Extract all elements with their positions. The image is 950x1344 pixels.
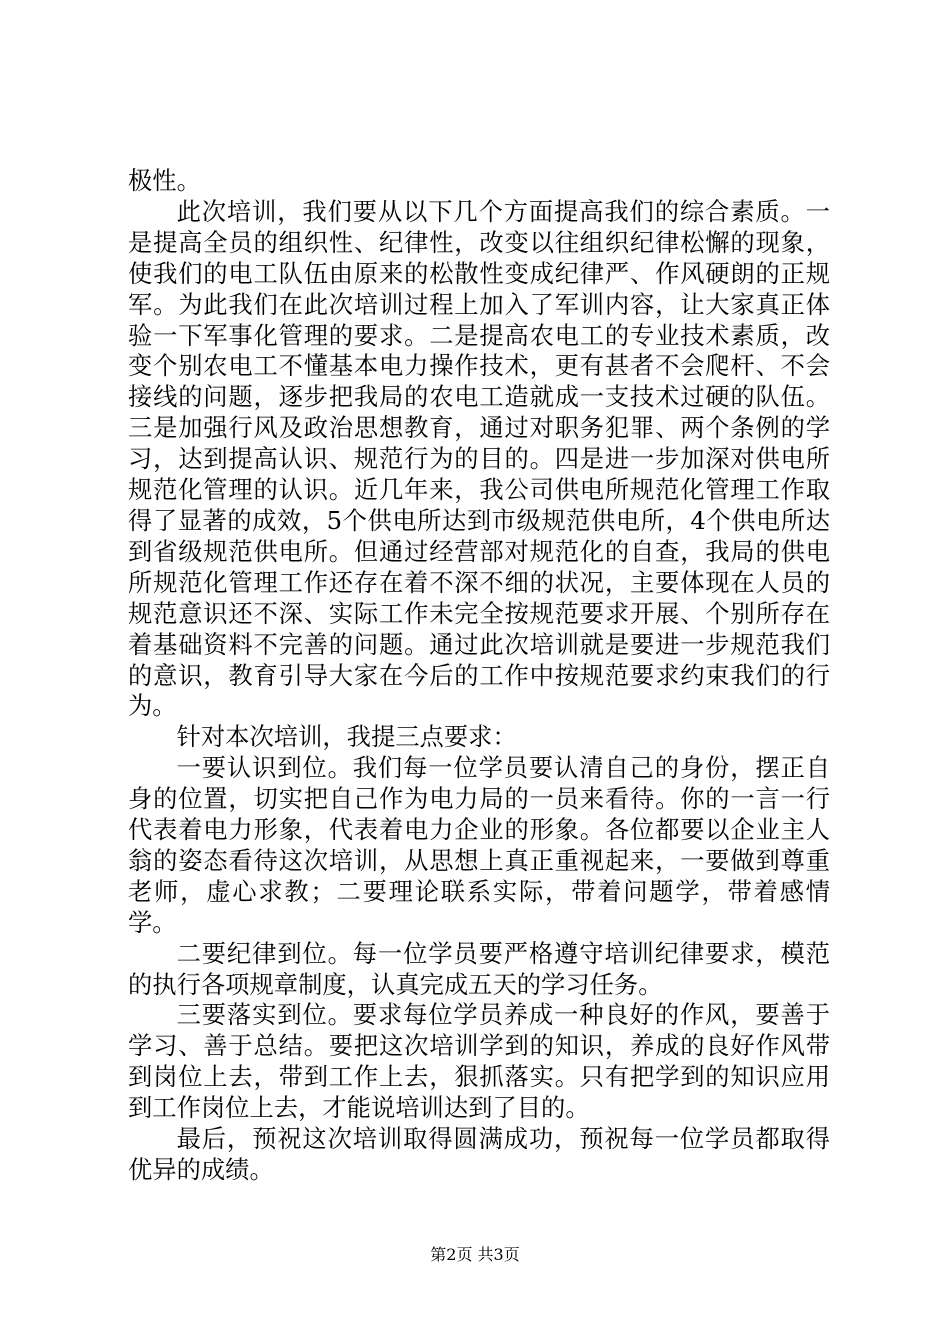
document-body bbox=[128, 166, 830, 1186]
paragraph-continuation: 极性。 bbox=[128, 166, 201, 195]
page-number-footer: 第2页 共3页 bbox=[430, 1245, 520, 1264]
paragraph-training-goals: 此次培训，我们要从以下几个方面提高我们的综合素质。一是提高全员的组织性、纪律性，改变以往组织纪律松懈的现象，使我们的电工队伍由原来的松散性变成纪律严、作风硬朗的正规军。为此我们在此次培训过程上加入了军训内容，让大家真正体验一下军事化管理的要求。二是提高农电工的专业技术素质，改变个别农电工不懂基本电力操作技术，更有甚者不会爬杆、不会接线的问题，逐步把我局的农电工造就成一支技术过硬的队伍。三是加强行风及政治思想教育，通过对职务犯罪、两个条例的学习，达到提高认识、规范行为的目的。四是进一步加深对供电所规范化管理的认识。近几年来，我公司供电所规范化管理工作取得了显著的成效，5个供电所达到市级规范供电所，4个供电所达到省级规范供电所。但通过经营部对规范化的自查，我局的供电所规范化管理工作还存在着不深不细的状况，主要体现在人员的规范意识还不深、实际工作未完全按规范要求开展、个别所存在着基础资料不完善的问题。通过此次培训就是要进一步规范我们的意识，教育引导大家在今后的工作中按规范要求约束我们的行为。 bbox=[128, 196, 830, 721]
paragraph-requirement-3: 三要落实到位。要求每位学员养成一种良好的作风，要善于学习、善于总结。要把这次培训学到的知识，养成的良好作风带到岗位上去，带到工作上去，狠抓落实。只有把学到的知识应用到工作岗位上去，才能说培训达到了目的。 bbox=[128, 1000, 830, 1123]
paragraph-closing: 最后，预祝这次培训取得圆满成功，预祝每一位学员都取得优异的成绩。 bbox=[128, 1124, 830, 1184]
paragraph-requirement-1: 一要认识到位。我们每一位学员要认清自己的身份，摆正自身的位置，切实把自己作为电力局的一员来看待。你的一言一行代表着电力形象，代表着电力企业的形象。各位都要以企业主人翁的姿态看待这次培训，从思想上真正重视起来，一要做到尊重老师，虚心求教；二要理论联系实际，带着问题学，带着感情学。 bbox=[128, 753, 830, 937]
paragraph-requirements-intro: 针对本次培训，我提三点要求： bbox=[176, 722, 517, 752]
paragraph-requirement-2: 二要纪律到位。每一位学员要严格遵守培训纪律要求，模范的执行各项规章制度，认真完成五天的学习任务。 bbox=[128, 938, 830, 999]
